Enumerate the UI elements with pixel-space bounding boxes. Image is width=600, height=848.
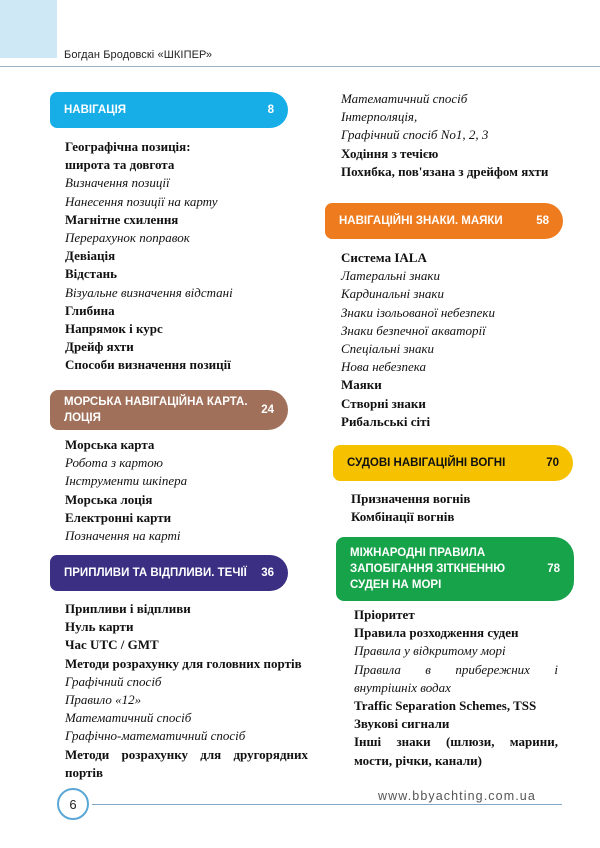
- section-title: [64, 394, 248, 426]
- topic-item[interactable]: Рибальські сіті: [341, 413, 431, 429]
- section-chart-header[interactable]: [50, 390, 288, 430]
- topic-item[interactable]: Traffic Separation Schemes, TSS: [354, 698, 537, 714]
- section-rules-header[interactable]: [336, 537, 574, 601]
- topic-item[interactable]: Математичний спосіб: [65, 710, 192, 726]
- topic-item[interactable]: Інтерполяція,: [341, 109, 418, 125]
- topic-item[interactable]: Перерахунок поправок: [65, 230, 190, 246]
- section-marks-header[interactable]: [325, 203, 563, 239]
- topic-item[interactable]: Припливи і відпливи: [65, 601, 191, 616]
- topic-item[interactable]: Звукові сигнали: [354, 716, 450, 732]
- section-title: НАВІГАЦІЯ: [64, 103, 127, 116]
- header-divider: [0, 66, 600, 67]
- navigation-topics: [65, 138, 295, 375]
- topic-item[interactable]: Морська карта: [65, 437, 155, 452]
- section-tides-header[interactable]: [50, 555, 288, 591]
- topic-item[interactable]: Визначення позиції: [65, 175, 170, 191]
- topic-item[interactable]: Правила розходження суден: [354, 625, 519, 641]
- topic-item[interactable]: Знаки безпечної акваторії: [341, 322, 486, 338]
- section-title: НАВІГАЦІЙНІ ЗНАКИ. МАЯКИ: [339, 214, 503, 227]
- topic-item[interactable]: Правило «12»: [65, 692, 142, 708]
- topic-item[interactable]: Глибина: [65, 302, 115, 318]
- section-title: [350, 545, 505, 593]
- section-page: 8: [267, 104, 274, 116]
- topic-item[interactable]: Дрейф яхти: [65, 339, 134, 355]
- section-navigation-header[interactable]: [50, 92, 288, 128]
- section-title: ПРИПЛИВИ ТА ВІДПЛИВИ. ТЕЧІЇ: [64, 566, 247, 579]
- footer-divider: [92, 804, 562, 805]
- section-page: 24: [261, 404, 274, 416]
- topic-item[interactable]: Магнітне схилення: [65, 211, 179, 227]
- topic-item[interactable]: Електронні карти: [65, 509, 172, 525]
- section-lights-header[interactable]: [333, 445, 573, 481]
- topic-item[interactable]: Знаки ізольованої небезпеки: [341, 304, 495, 320]
- topic-item[interactable]: Призначення вогнів: [351, 491, 471, 506]
- topic-item[interactable]: Методи розрахунку для головних портів: [65, 655, 302, 671]
- topic-item[interactable]: Спеціальні знаки: [341, 341, 435, 357]
- topic-item[interactable]: Маяки: [341, 377, 382, 393]
- topic-item[interactable]: Правила у відкритому морі: [354, 643, 506, 659]
- tides-topics: [65, 600, 308, 782]
- topic-item[interactable]: Нова небезпека: [341, 359, 426, 375]
- corner-accent: [0, 0, 57, 58]
- topic-item[interactable]: Візуальне визначення відстані: [65, 284, 233, 300]
- section-page: 78: [547, 563, 560, 575]
- topic-item[interactable]: Комбінації вогнів: [351, 509, 455, 525]
- topic-item[interactable]: Час UTC / GMT: [65, 637, 159, 653]
- section-title-line2: ЛОЦІЯ: [64, 412, 101, 424]
- topic-item[interactable]: Кардинальні знаки: [341, 286, 444, 302]
- topic-item[interactable]: Робота з картою: [65, 455, 163, 471]
- section-title-line3: СУДЕН НА МОРІ: [350, 579, 442, 592]
- topic-item[interactable]: Графічно-математичний спосіб: [65, 728, 246, 744]
- topic-item[interactable]: Географічна позиція:: [65, 139, 191, 154]
- topic-item[interactable]: Напрямок і курс: [65, 321, 163, 337]
- section-page: 58: [536, 215, 549, 227]
- topic-item[interactable]: Пріоритет: [354, 607, 415, 622]
- topic-item[interactable]: Методи розрахунку для другорядних портів: [65, 746, 308, 780]
- topic-item[interactable]: Інструменти шкіпера: [65, 473, 188, 489]
- website-url[interactable]: www.bbyachting.com.ua: [378, 789, 536, 803]
- topic-item[interactable]: Похибка, пов'язана з дрейфом яхти: [341, 163, 549, 179]
- topic-item[interactable]: Математичний спосіб: [341, 91, 468, 106]
- section-title-line2: ЗАПОБІГАННЯ ЗІТКНЕННЮ: [350, 562, 506, 575]
- tides-topics-continued: [341, 90, 571, 181]
- topic-item[interactable]: Позначення на карті: [65, 528, 181, 544]
- topic-item[interactable]: Способи визначення позиції: [65, 357, 231, 373]
- topic-item[interactable]: Правила в прибережних і внутрішніх водах: [354, 661, 558, 695]
- section-title: СУДОВІ НАВІГАЦІЙНІ ВОГНІ: [347, 456, 506, 469]
- topic-item[interactable]: Відстань: [65, 266, 118, 282]
- section-title-line1: МОРСЬКА НАВІГАЦІЙНА КАРТА.: [64, 395, 248, 408]
- topic-item[interactable]: Графічний спосіб: [65, 673, 162, 689]
- section-title-line1: МІЖНАРОДНІ ПРАВИЛА: [350, 546, 486, 559]
- topic-item[interactable]: Девіація: [65, 248, 116, 264]
- header-title: Богдан Бродовскі «ШКІПЕР»: [64, 49, 213, 61]
- section-page: 70: [546, 457, 559, 469]
- topic-item[interactable]: Ходіння з течією: [341, 145, 439, 161]
- topic-item[interactable]: Графічний спосіб No1, 2, 3: [341, 127, 489, 143]
- topic-item[interactable]: Інші знаки (шлюзи, марини, мости, річки, канали): [354, 734, 558, 768]
- section-page: 36: [261, 567, 274, 579]
- topic-item[interactable]: широта та довгота: [65, 157, 175, 173]
- topic-item[interactable]: Морська лоція: [65, 491, 153, 507]
- topic-item[interactable]: Створні знаки: [341, 395, 426, 411]
- topic-item[interactable]: Нуль карти: [65, 619, 134, 635]
- chart-topics: [65, 436, 295, 545]
- rules-topics: [354, 606, 558, 770]
- topic-item[interactable]: Нанесення позиції на карту: [65, 193, 218, 209]
- page-number: 6: [57, 788, 89, 820]
- marks-topics: [341, 249, 571, 431]
- lights-topics: [351, 490, 571, 526]
- topic-item[interactable]: Система IALA: [341, 250, 427, 265]
- topic-item[interactable]: Латеральні знаки: [341, 268, 440, 284]
